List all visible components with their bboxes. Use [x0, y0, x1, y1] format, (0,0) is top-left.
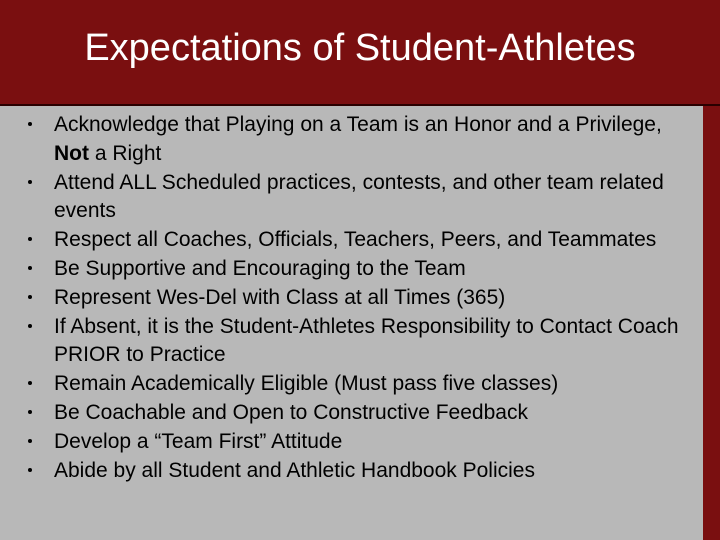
bullet-dot-icon	[28, 410, 32, 414]
bullet-text: Be Coachable and Open to Constructive Feedback	[54, 400, 528, 424]
slide-title: Expectations of Student-Athletes	[84, 27, 636, 69]
bullet-dot-icon	[28, 439, 32, 443]
bullet-text: Represent Wes-Del with Class at all Times (365)	[54, 285, 506, 309]
title-bar	[0, 0, 720, 106]
bullet-text: Abide by all Student and Athletic Handbook Policies	[54, 458, 535, 482]
right-accent-strip	[703, 106, 720, 540]
bullet-item	[0, 284, 703, 313]
bullet-text: Respect all Coaches, Officials, Teachers, Peers, and Teammates	[54, 228, 657, 252]
bullet-item	[0, 226, 703, 255]
bullet-item	[0, 169, 703, 227]
bullet-item	[0, 313, 703, 371]
bullet-text: a Right	[89, 141, 162, 165]
bullet-dot-icon	[28, 295, 32, 299]
bullet-dot-icon	[28, 468, 32, 472]
bullet-dot-icon	[28, 266, 32, 270]
bullet-text: Remain Academically Eligible (Must pass five classes)	[54, 372, 559, 396]
bullet-text: If Absent, it is the Student-Athletes Responsibility to Contact Coach PRIOR to Practice	[54, 314, 679, 367]
bullet-item	[0, 428, 703, 457]
bullet-text: Develop a “Team First” Attitude	[54, 429, 343, 453]
bullet-dot-icon	[28, 381, 32, 385]
bullet-dot-icon	[28, 324, 32, 328]
bullet-item	[0, 399, 703, 428]
bullet-dot-icon	[28, 122, 32, 126]
bullet-text-emphasis: Not	[54, 141, 89, 165]
bullet-text: Be Supportive and Encouraging to the Team	[54, 256, 466, 280]
bullet-text: Attend ALL Scheduled practices, contests, and other team related events	[54, 170, 664, 223]
bullet-item	[0, 457, 703, 486]
bullet-item	[0, 111, 703, 169]
bullet-dot-icon	[28, 237, 32, 241]
bullet-item	[0, 370, 703, 399]
bullet-text: Acknowledge that Playing on a Team is an Honor and a Privilege,	[54, 113, 662, 136]
bullet-list	[0, 111, 703, 485]
bullet-dot-icon	[28, 180, 32, 184]
bullet-item	[0, 255, 703, 284]
